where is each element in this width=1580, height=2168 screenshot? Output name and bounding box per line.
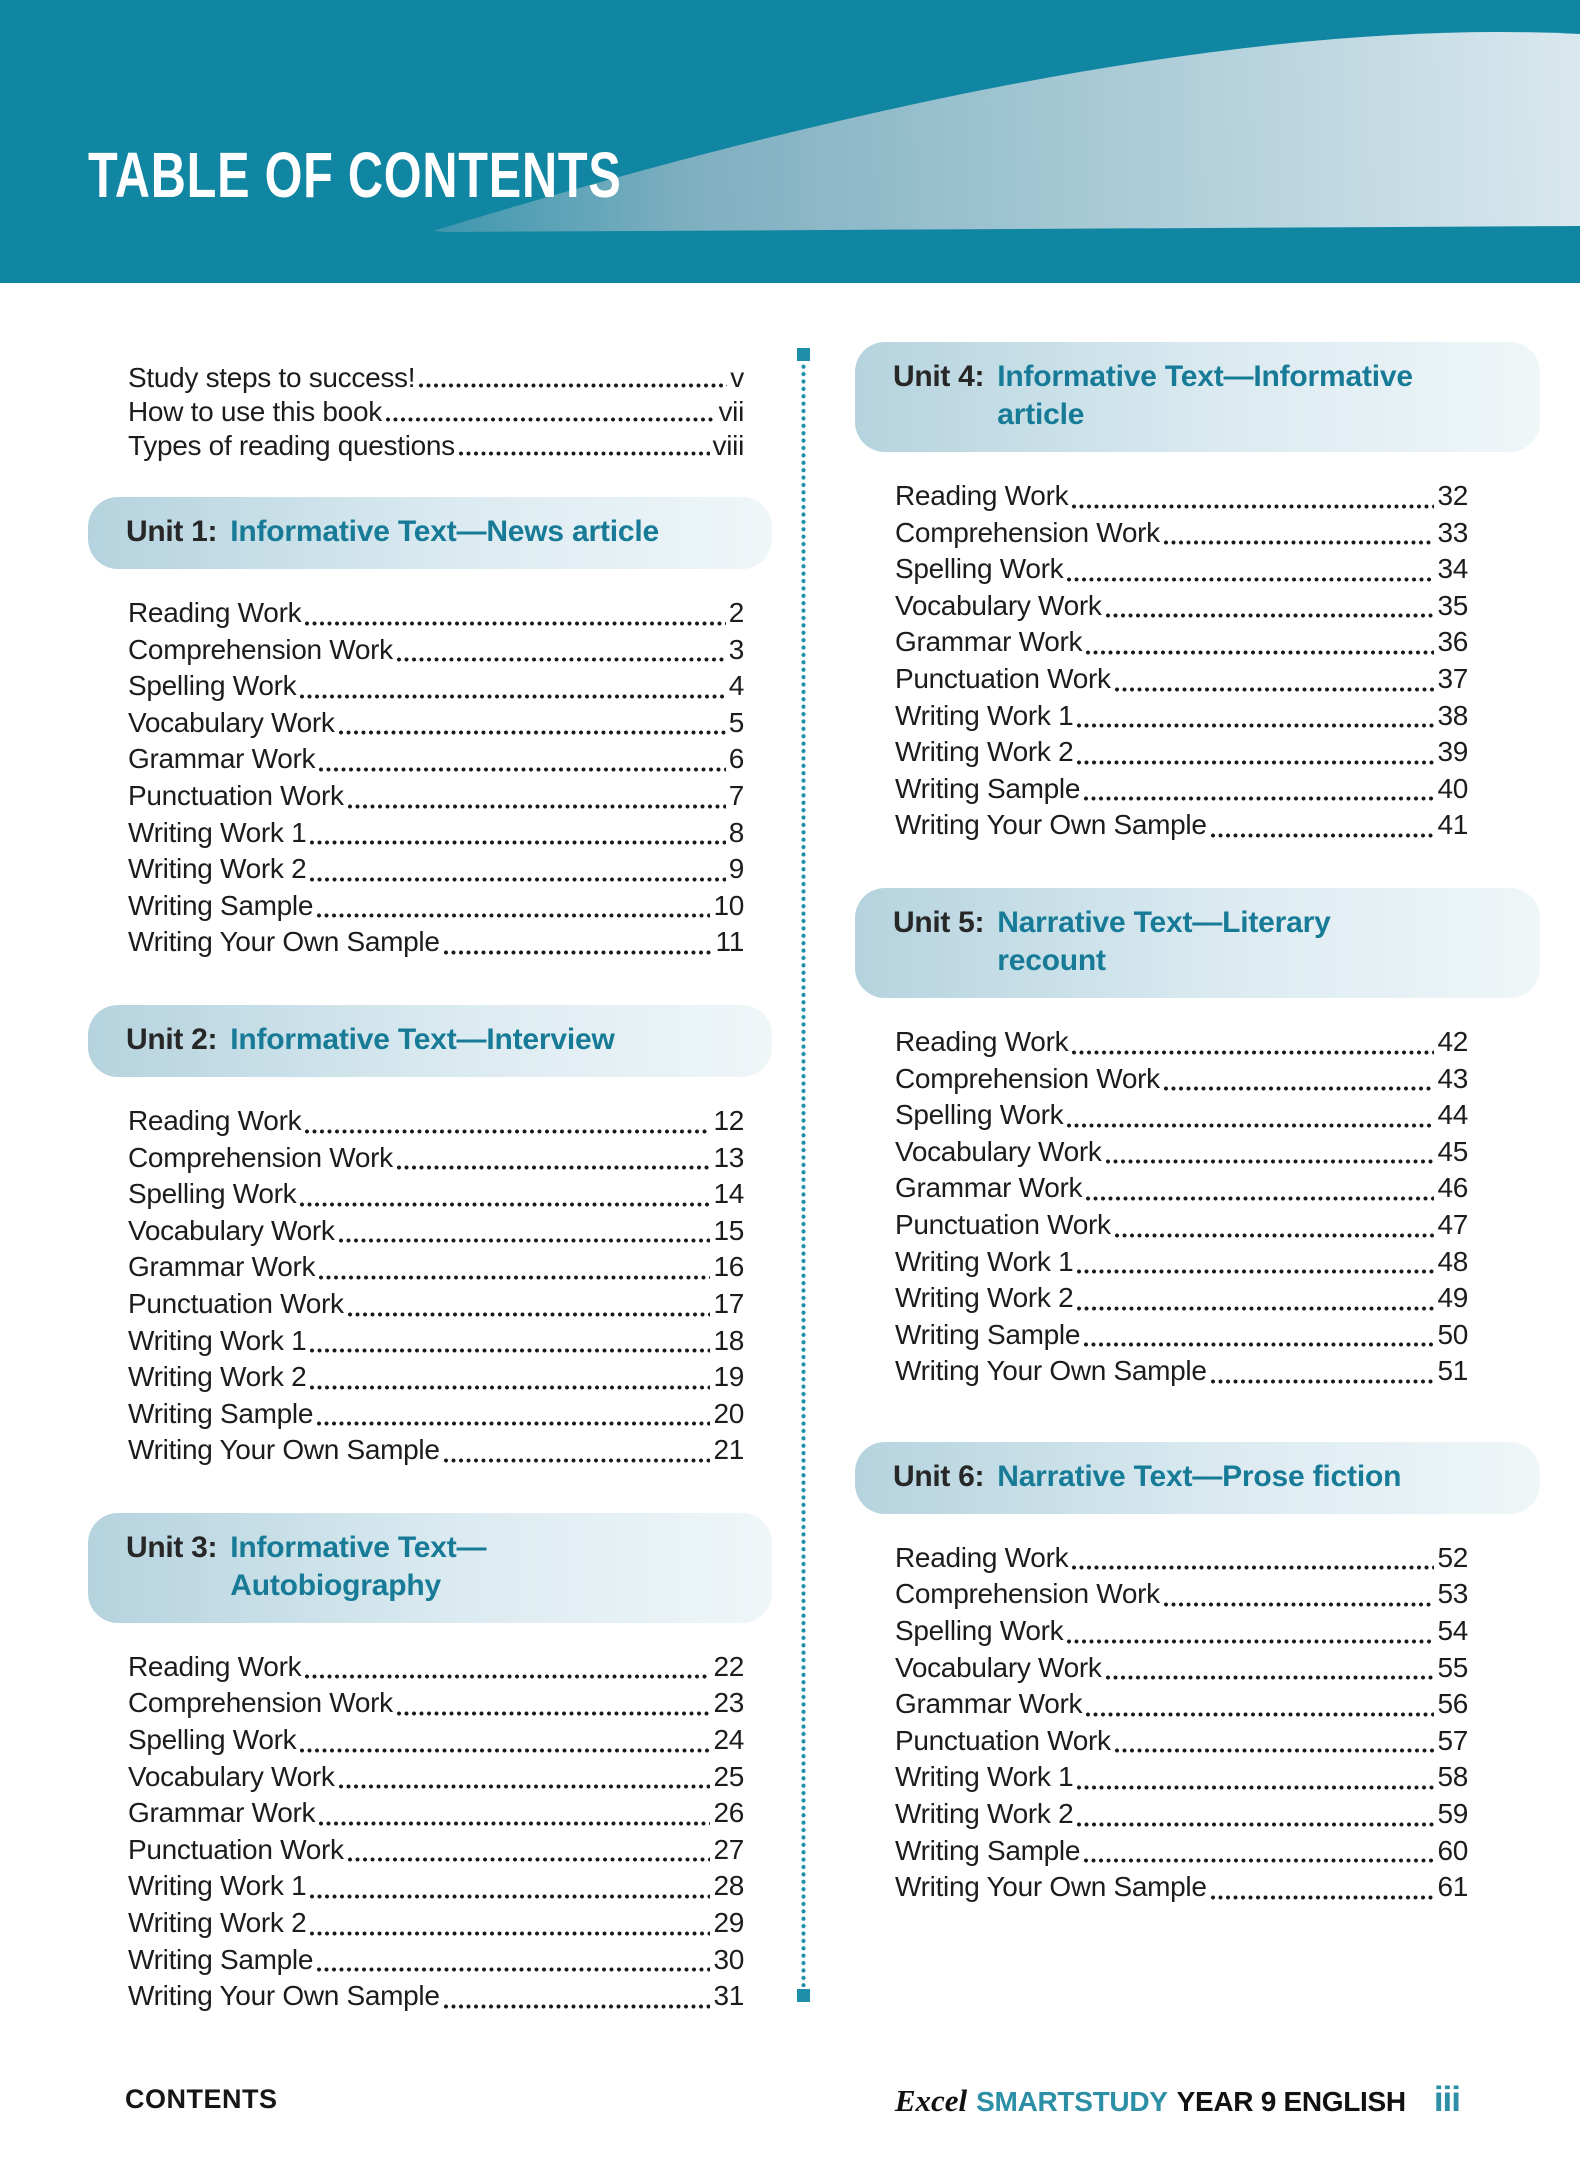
dotted-leader (396, 1711, 711, 1716)
dotted-leader (1066, 577, 1434, 582)
entry-page-number: 32 (1437, 480, 1468, 511)
entry-label: Reading Work (895, 480, 1069, 511)
dotted-leader (1105, 1159, 1435, 1164)
entry-page-number: 54 (1437, 1615, 1468, 1647)
entry-page-number: 17 (713, 1287, 744, 1319)
dotted-leader (1163, 1602, 1435, 1607)
entry-page-number: 23 (713, 1687, 744, 1719)
unit-title: Narrative Text—Literary recount (997, 905, 1331, 977)
toc-entry (128, 1142, 744, 1179)
entry-label: Reading Work (128, 1650, 302, 1682)
entry-label: Writing Your Own Sample (895, 809, 1207, 841)
entry-label: Writing Work 2 (895, 1282, 1074, 1314)
entry-page-number: 34 (1437, 553, 1468, 585)
entry-page-number: 15 (713, 1214, 744, 1246)
entry-page-number: 56 (1437, 1688, 1468, 1720)
entry-page-number: 60 (1437, 1834, 1468, 1866)
dotted-leader (338, 730, 726, 735)
dotted-leader (1105, 613, 1435, 618)
toc-entry (128, 707, 744, 744)
unit-entry-list (128, 597, 744, 963)
toc-entry (128, 1907, 744, 1944)
dotted-leader (1163, 540, 1435, 545)
page-title: TABLE OF CONTENTS (88, 139, 622, 211)
toc-entry (128, 1761, 744, 1798)
dotted-leader (1114, 1748, 1435, 1753)
unit-entry-list (128, 1651, 744, 2017)
entry-label: Grammar Work (128, 743, 316, 775)
entry-page-number: 21 (713, 1434, 744, 1466)
entry-page-number: 26 (713, 1797, 744, 1829)
unit-title: Informative Text—Informative article (997, 360, 1413, 431)
entry-page-number: 22 (713, 1650, 744, 1682)
entry-label: Writing Work 1 (895, 1245, 1074, 1277)
entry-label: Writing Sample (128, 1943, 314, 1975)
entry-page-number: 57 (1437, 1724, 1468, 1756)
entry-page-number: 48 (1437, 1245, 1468, 1277)
divider-bottom-square (797, 1989, 810, 2002)
unit-section (855, 888, 1540, 1392)
entry-label: Punctuation Work (128, 779, 344, 811)
toc-entry (128, 1980, 744, 2017)
entry-page-number: 10 (713, 889, 744, 921)
entry-page-number: 46 (1437, 1172, 1468, 1204)
dotted-leader (316, 1967, 710, 1972)
toc-entry (128, 1870, 744, 1907)
dotted-leader (1085, 1712, 1434, 1717)
entry-page-number: 61 (1437, 1871, 1468, 1903)
toc-entry (128, 1251, 744, 1288)
entry-label: Comprehension Work (895, 1062, 1160, 1094)
unit-header (855, 888, 1540, 998)
toc-entry (895, 1615, 1468, 1652)
unit-number-label: Unit 5: (893, 905, 985, 939)
entry-page-number: 37 (1437, 662, 1468, 694)
dotted-leader (1071, 504, 1434, 509)
toc-entry (895, 1835, 1468, 1872)
dotted-leader (1076, 760, 1434, 765)
footer-section-label: CONTENTS (125, 2084, 278, 2114)
entry-page-number: 5 (728, 706, 744, 738)
dotted-leader (299, 1748, 710, 1753)
unit-number-label: Unit 3: (126, 1530, 218, 1564)
toc-entry (128, 1434, 744, 1471)
dotted-leader (1071, 1050, 1434, 1055)
toc-entry (895, 1172, 1468, 1209)
dotted-leader (385, 417, 716, 422)
dotted-leader (1085, 1196, 1434, 1201)
toc-entry (128, 1797, 744, 1834)
entry-page-number: 55 (1437, 1651, 1468, 1683)
entry-label: Writing Work 2 (895, 1798, 1074, 1830)
entry-page-number: 3 (728, 633, 744, 665)
entry-label: Reading Work (895, 1541, 1069, 1573)
entry-label: Vocabulary Work (895, 1651, 1102, 1683)
entry-label: Comprehension Work (128, 1687, 393, 1719)
entry-label: Writing Sample (128, 889, 314, 921)
dotted-leader (316, 1421, 710, 1426)
entry-page-number: 13 (713, 1141, 744, 1173)
entry-page-number: 59 (1437, 1798, 1468, 1830)
unit-title: Informative Text— Autobiography (230, 1530, 487, 1602)
entry-page-number: 45 (1437, 1135, 1468, 1167)
front-matter-entry (128, 362, 744, 396)
unit-header (88, 497, 772, 569)
entry-page-number: vii (718, 396, 744, 427)
brand-series: YEAR 9 ENGLISH (1176, 2086, 1406, 2117)
entry-label: Writing Work 2 (128, 1361, 307, 1393)
dotted-leader (1083, 1858, 1434, 1863)
dotted-leader (309, 877, 725, 882)
entry-page-number: 53 (1437, 1578, 1468, 1610)
left-column (88, 362, 772, 2017)
toc-entry (128, 1325, 744, 1362)
entry-label: Writing Work 2 (895, 736, 1074, 768)
entry-page-number: 33 (1437, 516, 1468, 548)
divider-dotted-line (801, 363, 806, 1987)
dotted-leader (1105, 1675, 1435, 1680)
dotted-leader (418, 383, 727, 388)
entry-page-number: 58 (1437, 1761, 1468, 1793)
toc-entry (895, 1871, 1468, 1908)
toc-entry (128, 1105, 744, 1142)
dotted-leader (1210, 1379, 1435, 1384)
unit-header (88, 1005, 772, 1077)
dotted-leader (309, 1931, 710, 1936)
entry-label: Comprehension Work (128, 1141, 393, 1173)
dotted-leader (299, 694, 725, 699)
entry-page-number: 20 (713, 1397, 744, 1429)
unit-header (855, 342, 1540, 452)
dotted-leader (347, 1857, 711, 1862)
entry-label: Grammar Work (128, 1797, 316, 1829)
header-banner (0, 0, 1580, 283)
toc-entry (895, 1652, 1468, 1689)
unit-number-label: Unit 2: (126, 1022, 218, 1056)
toc-entry (128, 1215, 744, 1252)
dotted-leader (1066, 1639, 1434, 1644)
entry-page-number: 25 (713, 1760, 744, 1792)
dotted-leader (309, 840, 725, 845)
toc-entry (895, 1099, 1468, 1136)
entry-label: Types of reading questions (128, 430, 455, 461)
dotted-leader (309, 1894, 710, 1899)
entry-page-number: 12 (713, 1104, 744, 1136)
dotted-leader (1085, 650, 1434, 655)
dotted-leader (1114, 687, 1435, 692)
toc-entry (895, 480, 1468, 517)
toc-entry (895, 1136, 1468, 1173)
entry-label: Writing Sample (895, 1318, 1081, 1350)
entry-label: Spelling Work (128, 1178, 297, 1210)
toc-entry (895, 517, 1468, 554)
toc-entry (895, 1725, 1468, 1762)
entry-label: Writing Your Own Sample (895, 1355, 1207, 1387)
footer-brand (895, 2080, 1460, 2120)
toc-entry (128, 670, 744, 707)
entry-page-number: 39 (1437, 736, 1468, 768)
entry-label: Reading Work (128, 1104, 302, 1136)
entry-label: Writing Sample (895, 1834, 1081, 1866)
footer-page-number: iii (1433, 2080, 1460, 2119)
entry-page-number: 29 (713, 1907, 744, 1939)
unit-entry-list (128, 1105, 744, 1471)
unit-entry-list (895, 1026, 1468, 1392)
entry-label: Writing Work 1 (128, 816, 307, 848)
entry-label: Writing Work 1 (128, 1870, 307, 1902)
entry-page-number: 41 (1437, 809, 1468, 841)
toc-entry (895, 663, 1468, 700)
front-matter-entry (128, 396, 744, 430)
entry-page-number: 14 (713, 1178, 744, 1210)
toc-entry (128, 743, 744, 780)
unit-number-label: Unit 6: (893, 1459, 985, 1493)
toc-entry (895, 1319, 1468, 1356)
entry-page-number: 2 (728, 597, 744, 628)
toc-entry (895, 700, 1468, 737)
dotted-leader (396, 657, 726, 662)
dotted-leader (338, 1784, 711, 1789)
toc-entry (895, 1246, 1468, 1283)
entry-label: Writing Work 1 (895, 1761, 1074, 1793)
entry-label: Writing Your Own Sample (128, 926, 440, 958)
entry-label: Grammar Work (895, 1688, 1083, 1720)
toc-entry (895, 1063, 1468, 1100)
dotted-leader (1210, 833, 1435, 838)
toc-entry (895, 1798, 1468, 1835)
dotted-leader (1163, 1086, 1435, 1091)
dotted-leader (443, 2004, 711, 2009)
unit-entry-list (895, 480, 1468, 846)
dotted-leader (396, 1165, 711, 1170)
unit-title: Informative Text—News article (230, 515, 660, 548)
entry-label: Writing Your Own Sample (128, 1980, 440, 2012)
entry-page-number: 8 (728, 816, 744, 848)
toc-entry (128, 1944, 744, 1981)
entry-page-number: 40 (1437, 772, 1468, 804)
dotted-leader (309, 1348, 710, 1353)
entry-page-number: 30 (713, 1943, 744, 1975)
entry-label: Grammar Work (895, 1172, 1083, 1204)
entry-label: Spelling Work (128, 1724, 297, 1756)
toc-entry (128, 1834, 744, 1871)
entry-page-number: 31 (713, 1980, 744, 2012)
dotted-leader (1076, 1269, 1434, 1274)
unit-number-label: Unit 1: (126, 515, 218, 548)
unit-header (88, 1513, 772, 1623)
entry-label: Writing Your Own Sample (895, 1871, 1207, 1903)
toc-entry (128, 1398, 744, 1435)
entry-page-number: 7 (728, 779, 744, 811)
entry-label: Punctuation Work (128, 1833, 344, 1865)
unit-section (88, 1513, 772, 2017)
entry-page-number: 6 (728, 743, 744, 775)
entry-label: Writing Work 2 (128, 853, 307, 885)
dotted-leader (443, 1458, 711, 1463)
right-column (855, 342, 1540, 1908)
toc-entry (895, 773, 1468, 810)
entry-label: Comprehension Work (895, 1578, 1160, 1610)
dotted-leader (1076, 1306, 1434, 1311)
toc-entry (128, 780, 744, 817)
dotted-leader (304, 621, 725, 626)
dotted-leader (1076, 1822, 1434, 1827)
toc-entry (895, 1688, 1468, 1725)
entry-label: Spelling Work (895, 553, 1064, 585)
entry-page-number: 38 (1437, 699, 1468, 731)
dotted-leader (338, 1238, 711, 1243)
entry-label: Punctuation Work (895, 662, 1111, 694)
entry-label: Vocabulary Work (128, 1760, 335, 1792)
dotted-leader (304, 1674, 710, 1679)
dotted-leader (1071, 1565, 1434, 1570)
entry-label: Punctuation Work (895, 1724, 1111, 1756)
brand-excel: Excel (894, 2083, 968, 2118)
entry-page-number: 47 (1437, 1208, 1468, 1240)
toc-entry (895, 809, 1468, 846)
entry-page-number: v (730, 362, 744, 393)
toc-entry (895, 1355, 1468, 1392)
dotted-leader (1210, 1895, 1435, 1900)
toc-entry (895, 553, 1468, 590)
front-matter-list (128, 362, 744, 464)
entry-label: Spelling Work (895, 1099, 1064, 1131)
entry-page-number: 43 (1437, 1062, 1468, 1094)
toc-entry (895, 1209, 1468, 1246)
entry-page-number: 9 (728, 853, 744, 885)
column-divider (797, 348, 810, 2002)
entry-page-number: viii (712, 430, 744, 461)
entry-label: Spelling Work (128, 670, 297, 702)
entry-label: Grammar Work (895, 626, 1083, 658)
dotted-leader (443, 950, 713, 955)
entry-label: Writing Your Own Sample (128, 1434, 440, 1466)
dotted-leader (299, 1202, 710, 1207)
toc-entry (128, 634, 744, 671)
entry-page-number: 16 (713, 1251, 744, 1283)
unit-section (88, 1005, 772, 1471)
unit-section (88, 497, 772, 963)
entry-label: Writing Sample (895, 772, 1081, 804)
dotted-leader (1066, 1123, 1434, 1128)
entry-page-number: 4 (728, 670, 744, 702)
front-matter-entry (128, 430, 744, 464)
toc-entry (895, 1026, 1468, 1063)
dotted-leader (1076, 1785, 1434, 1790)
entry-label: Writing Work 1 (895, 699, 1074, 731)
entry-label: Vocabulary Work (128, 706, 335, 738)
unit-title: Narrative Text—Prose fiction (997, 1459, 1402, 1493)
unit-section (855, 342, 1540, 846)
entry-label: Comprehension Work (895, 516, 1160, 548)
entry-page-number: 28 (713, 1870, 744, 1902)
entry-page-number: 49 (1437, 1282, 1468, 1314)
entry-page-number: 51 (1437, 1355, 1468, 1387)
entry-label: How to use this book (128, 396, 382, 427)
entry-page-number: 42 (1437, 1025, 1468, 1057)
entry-page-number: 35 (1437, 589, 1468, 621)
toc-entry (128, 890, 744, 927)
entry-label: Comprehension Work (128, 633, 393, 665)
toc-entry (895, 626, 1468, 663)
toc-entry (128, 1651, 744, 1688)
entry-page-number: 50 (1437, 1318, 1468, 1350)
toc-entry (128, 926, 744, 963)
toc-entry (128, 1288, 744, 1325)
entry-label: Vocabulary Work (895, 589, 1102, 621)
toc-entry (128, 1178, 744, 1215)
entry-page-number: 19 (713, 1361, 744, 1393)
dotted-leader (309, 1385, 710, 1390)
toc-entry (895, 1282, 1468, 1319)
dotted-leader (347, 804, 726, 809)
entry-page-number: 36 (1437, 626, 1468, 658)
toc-entry (128, 853, 744, 890)
unit-section (855, 1442, 1540, 1908)
toc-entry (128, 1724, 744, 1761)
entry-page-number: 11 (715, 926, 744, 958)
entry-page-number: 18 (713, 1324, 744, 1356)
dotted-leader (304, 1129, 710, 1134)
entry-label: Punctuation Work (895, 1208, 1111, 1240)
dotted-leader (1076, 723, 1434, 728)
toc-entry (895, 590, 1468, 627)
entry-label: Vocabulary Work (895, 1135, 1102, 1167)
dotted-leader (1114, 1233, 1435, 1238)
dotted-leader (1083, 796, 1434, 801)
dotted-leader (318, 1275, 710, 1280)
toc-entry (128, 1687, 744, 1724)
entry-label: Grammar Work (128, 1251, 316, 1283)
unit-header (855, 1442, 1540, 1514)
dotted-leader (316, 913, 710, 918)
entry-label: Writing Sample (128, 1397, 314, 1429)
toc-entry (895, 1542, 1468, 1579)
brand-smartstudy: SMARTSTUDY (976, 2086, 1168, 2117)
entry-page-number: 27 (713, 1833, 744, 1865)
entry-label: Writing Work 1 (128, 1324, 307, 1356)
entry-label: Punctuation Work (128, 1287, 344, 1319)
dotted-leader (1083, 1342, 1434, 1347)
dotted-leader (318, 767, 726, 772)
entry-page-number: 52 (1437, 1541, 1468, 1573)
toc-entry (128, 597, 744, 634)
entry-page-number: 24 (713, 1724, 744, 1756)
toc-entry (128, 1361, 744, 1398)
divider-top-square (797, 348, 810, 361)
toc-entry (128, 817, 744, 854)
unit-number-label: Unit 4: (893, 360, 985, 393)
toc-entry (895, 736, 1468, 773)
dotted-leader (347, 1312, 711, 1317)
unit-entry-list (895, 1542, 1468, 1908)
entry-label: Study steps to success! (128, 362, 416, 393)
toc-entry (895, 1761, 1468, 1798)
entry-label: Writing Work 2 (128, 1907, 307, 1939)
dotted-leader (458, 451, 710, 456)
toc-entry (895, 1578, 1468, 1615)
entry-label: Reading Work (128, 597, 302, 628)
unit-title: Informative Text—Interview (230, 1022, 615, 1056)
entry-label: Spelling Work (895, 1615, 1064, 1647)
dotted-leader (318, 1821, 710, 1826)
entry-page-number: 44 (1437, 1099, 1468, 1131)
entry-label: Reading Work (895, 1025, 1069, 1057)
entry-label: Vocabulary Work (128, 1214, 335, 1246)
